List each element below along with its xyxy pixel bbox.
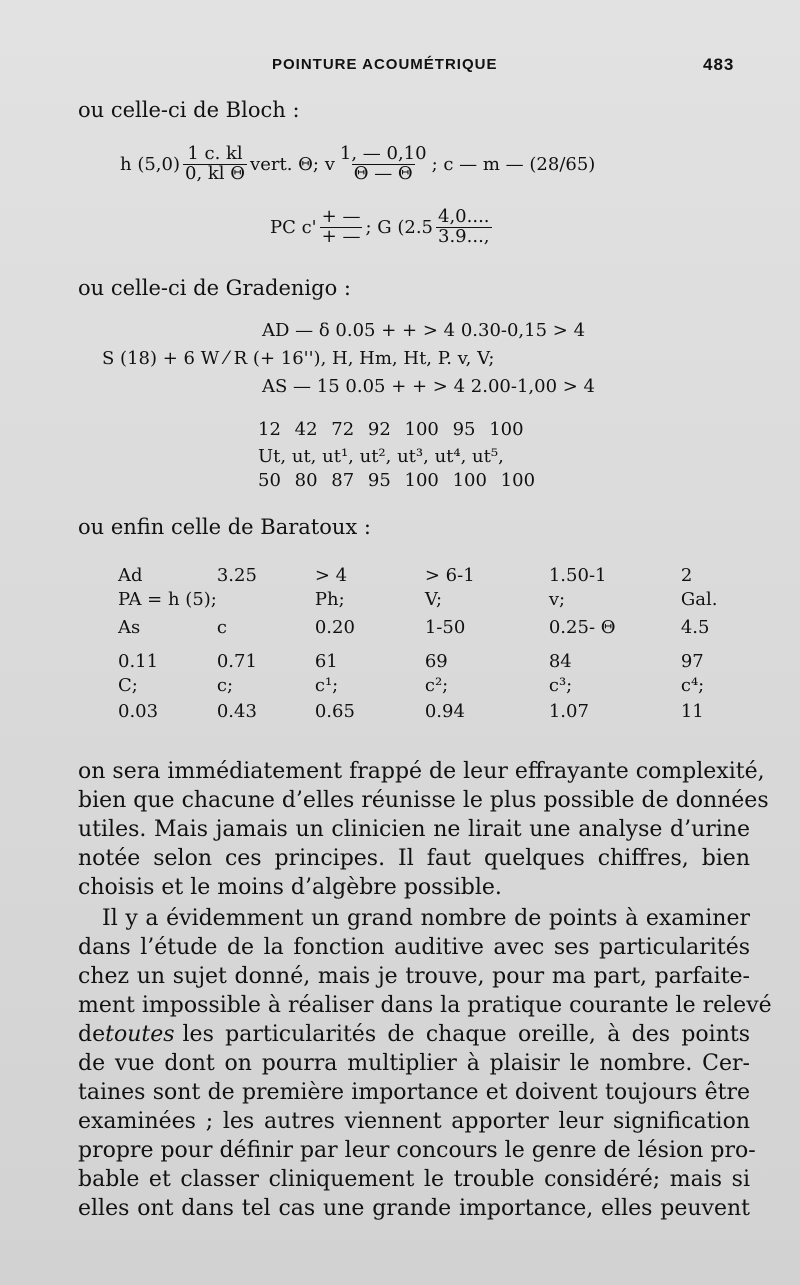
baratoux-cell: 69 [424, 651, 448, 672]
gradenigo-ad-line: AD — δ 0.05 + + > 4 0.30-0,15 > 4 [262, 320, 586, 341]
bloch-term: vert. Θ; v [250, 153, 335, 175]
bloch-fraction [436, 208, 492, 247]
baratoux-cell: c [216, 617, 227, 638]
text-line: taines sont de première importance et doivent toujours être [78, 1080, 750, 1105]
baratoux-cell: 0.71 [216, 651, 257, 672]
baratoux-table [118, 562, 751, 722]
baratoux-cell: Gal. [680, 589, 718, 610]
bloch-fraction [338, 145, 429, 184]
fraction-numerator: 1, — 0,10 [339, 143, 427, 164]
baratoux-cell: c³; [548, 675, 573, 696]
baratoux-cell: c¹; [314, 675, 339, 696]
baratoux-cell: 0.03 [118, 701, 159, 722]
baratoux-cell: 1.50-1 [548, 565, 607, 586]
baratoux-row [118, 610, 751, 638]
gradenigo-ut-line: Ut, ut, ut¹, ut², ut³, ut⁴, ut⁵, [258, 446, 504, 467]
gradenigo-as-line: AS — 15 0.05 + + > 4 2.00-1,00 > 4 [262, 376, 595, 397]
text-line: propre pour définir par leur concours le genre de lésion pro- [78, 1138, 756, 1163]
gradenigo-intro: ou celle-ci de Gradenigo : [78, 276, 351, 300]
baratoux-cell: 84 [548, 651, 572, 672]
bloch-term: PC c' [270, 216, 317, 238]
page-number: 483 [703, 55, 735, 74]
baratoux-row [118, 638, 751, 672]
text-line: bable et classer cliniquement le trouble considéré; mais si [78, 1167, 750, 1192]
baratoux-cell: Ph; [314, 589, 345, 610]
baratoux-cell: 1.07 [548, 701, 589, 722]
baratoux-cell: > 6-1 [424, 565, 475, 586]
baratoux-row [118, 586, 751, 610]
text-line [78, 1020, 750, 1049]
text-fragment: les particularités de chaque oreille, à des points [182, 1022, 750, 1047]
baratoux-cell: 11 [680, 701, 704, 722]
text-line: ment impossible à réaliser dans la pratique courante le relevé [78, 993, 772, 1018]
bloch-fraction [183, 145, 247, 184]
baratoux-cell: 3.25 [216, 565, 257, 586]
text-line: examinées ; les autres viennent apporter leur signification [78, 1109, 750, 1134]
baratoux-cell [217, 586, 315, 610]
text-line: choisis et le moins d’algèbre possible. [78, 875, 502, 900]
baratoux-cell: > 4 [314, 565, 348, 586]
text-fragment: de [78, 1022, 106, 1047]
fraction-denominator: + — [321, 225, 361, 247]
fraction-numerator: 4,0.... [438, 206, 490, 227]
bloch-term: h (5,0) [120, 153, 180, 175]
fraction-numerator: 1 c. kl [187, 143, 243, 164]
baratoux-cell: 0.11 [118, 651, 159, 672]
baratoux-intro: ou enfin celle de Baratoux : [78, 515, 371, 539]
text-line: utiles. Mais jamais un clinicien ne lirait une analyse d’urine [78, 817, 750, 842]
baratoux-cell: V; [424, 589, 443, 610]
baratoux-cell: 4.5 [680, 617, 710, 638]
baratoux-cell: 1-50 [424, 617, 466, 638]
bloch-formula-line-1 [120, 145, 595, 184]
fraction-numerator: + — [321, 206, 361, 227]
fraction-denominator: Θ — Θ [353, 162, 413, 184]
text-line: de vue dont on pourra multiplier à plaisir le nombre. Cer- [78, 1051, 750, 1076]
baratoux-cell: 61 [314, 651, 338, 672]
baratoux-row [118, 672, 751, 696]
running-title: POINTURE ACOUMÉTRIQUE [272, 56, 498, 73]
fraction-denominator: 0, kl Θ [185, 162, 246, 184]
baratoux-cell: c; [216, 675, 234, 696]
bloch-term: ; c — m — (28/65) [431, 153, 596, 175]
text-line: dans l’étude de la fonction auditive avec ses particularités [78, 935, 750, 960]
emphasis-word: toutes [105, 1022, 175, 1047]
text-line: chez un sujet donné, mais je trouve, pour ma part, parfaite- [78, 964, 750, 989]
text-line: Il y a évidemment un grand nombre de points à examiner [102, 906, 750, 931]
baratoux-cell: C; [118, 675, 138, 696]
bloch-fraction [320, 208, 363, 247]
baratoux-cell: 0.94 [424, 701, 465, 722]
baratoux-cell: 0.25- Θ [548, 617, 616, 638]
baratoux-cell: PA = h (5); [118, 589, 217, 610]
fraction-denominator: 3.9..., [438, 225, 490, 247]
baratoux-row [118, 696, 751, 722]
text-line: elles ont dans tel cas une grande importance, elles peuvent [78, 1196, 750, 1221]
baratoux-row [118, 562, 751, 586]
bloch-intro: ou celle-ci de Bloch : [78, 98, 300, 122]
baratoux-cell: As [118, 617, 141, 638]
bloch-term: ; G (2.5 [365, 216, 433, 238]
baratoux-cell: Ad [118, 565, 143, 586]
baratoux-cell: c⁴; [680, 675, 705, 696]
baratoux-cell: 0.43 [216, 701, 257, 722]
gradenigo-s-line: S (18) + 6 W ⁄ R (+ 16''), H, Hm, Ht, P. v, V; [102, 348, 495, 369]
baratoux-cell: 97 [680, 651, 704, 672]
text-line: notée selon ces principes. Il faut quelques chiffres, bien [78, 846, 750, 871]
gradenigo-numbers-top: 12 42 72 92 100 95 100 [258, 419, 524, 440]
baratoux-cell: 2 [680, 565, 693, 586]
baratoux-cell: v; [548, 589, 566, 610]
gradenigo-numbers-bottom: 50 80 87 95 100 100 100 [258, 470, 536, 491]
baratoux-cell: 0.20 [314, 617, 355, 638]
text-line: on sera immédiatement frappé de leur effrayante complexité, [78, 759, 765, 784]
text-line: bien que chacune d’elles réunisse le plus possible de données [78, 788, 769, 813]
baratoux-cell: 0.65 [314, 701, 355, 722]
bloch-formula-line-2 [270, 208, 495, 247]
baratoux-cell: c²; [424, 675, 449, 696]
